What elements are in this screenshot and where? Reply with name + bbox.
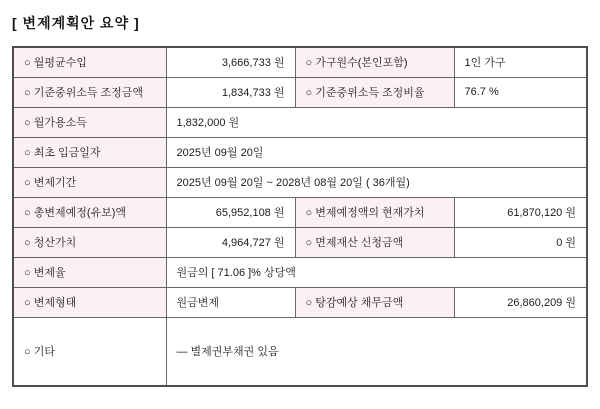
value-total-expected-repayment: 65,952,108 원 bbox=[166, 197, 295, 227]
value-median-income-adjusted-amount: 1,834,733 원 bbox=[166, 77, 295, 107]
value-monthly-average-income: 3,666,733 원 bbox=[166, 47, 295, 77]
value-exempt-property-request: 0 원 bbox=[454, 227, 587, 257]
value-repayment-rate: 원금의 [ 71.06 ]% 상당액 bbox=[166, 257, 587, 287]
label-repayment-rate: ○ 변제율 bbox=[13, 257, 166, 287]
label-present-value-of-repayment: ○ 변제예정액의 현재가치 bbox=[295, 197, 454, 227]
label-total-expected-repayment: ○ 총변제예정(유보)액 bbox=[13, 197, 166, 227]
label-household-size: ○ 가구원수(본인포함) bbox=[295, 47, 454, 77]
label-monthly-disposable-income: ○ 월가용소득 bbox=[13, 107, 166, 137]
value-household-size: 1인 가구 bbox=[454, 47, 587, 77]
row-repayment-period bbox=[13, 167, 587, 197]
row-median-income-adjusted-amount bbox=[13, 77, 587, 107]
label-exempt-property-request: ○ 면제재산 신청금액 bbox=[295, 227, 454, 257]
label-etc: ○ 기타 bbox=[13, 317, 166, 386]
repayment-summary-table bbox=[12, 46, 588, 387]
row-total-expected-repayment bbox=[13, 197, 587, 227]
label-expected-forgiven-debt: ○ 탕감예상 채무금액 bbox=[295, 287, 454, 317]
label-median-income-adjust-ratio: ○ 기준중위소득 조정비율 bbox=[295, 77, 454, 107]
label-repayment-type: ○ 변제형태 bbox=[13, 287, 166, 317]
value-present-value-of-repayment: 61,870,120 원 bbox=[454, 197, 587, 227]
label-median-income-adjusted-amount: ○ 기준중위소득 조정금액 bbox=[13, 77, 166, 107]
row-monthly-disposable-income bbox=[13, 107, 587, 137]
page-title: [ 변제계획안 요약 ] bbox=[12, 15, 140, 31]
row-etc bbox=[13, 317, 587, 386]
label-repayment-period: ○ 변제기간 bbox=[13, 167, 166, 197]
value-monthly-disposable-income: 1,832,000 원 bbox=[166, 107, 587, 137]
value-repayment-period: 2025년 09월 20일 ~ 2028년 08월 20일 ( 36개월) bbox=[166, 167, 587, 197]
value-etc: — 별제권부채권 있음 bbox=[166, 317, 587, 386]
label-first-deposit-date: ○ 최초 입금일자 bbox=[13, 137, 166, 167]
row-liquidation-value bbox=[13, 227, 587, 257]
value-expected-forgiven-debt: 26,860,209 원 bbox=[454, 287, 587, 317]
value-median-income-adjust-ratio: 76.7 % bbox=[454, 77, 587, 107]
row-repayment-rate bbox=[13, 257, 587, 287]
row-first-deposit-date bbox=[13, 137, 587, 167]
label-liquidation-value: ○ 청산가치 bbox=[13, 227, 166, 257]
value-first-deposit-date: 2025년 09월 20일 bbox=[166, 137, 587, 167]
row-repayment-type bbox=[13, 287, 587, 317]
value-liquidation-value: 4,964,727 원 bbox=[166, 227, 295, 257]
row-monthly-average-income bbox=[13, 47, 587, 77]
label-monthly-average-income: ○ 월평균수입 bbox=[13, 47, 166, 77]
value-repayment-type: 원금변제 bbox=[166, 287, 295, 317]
